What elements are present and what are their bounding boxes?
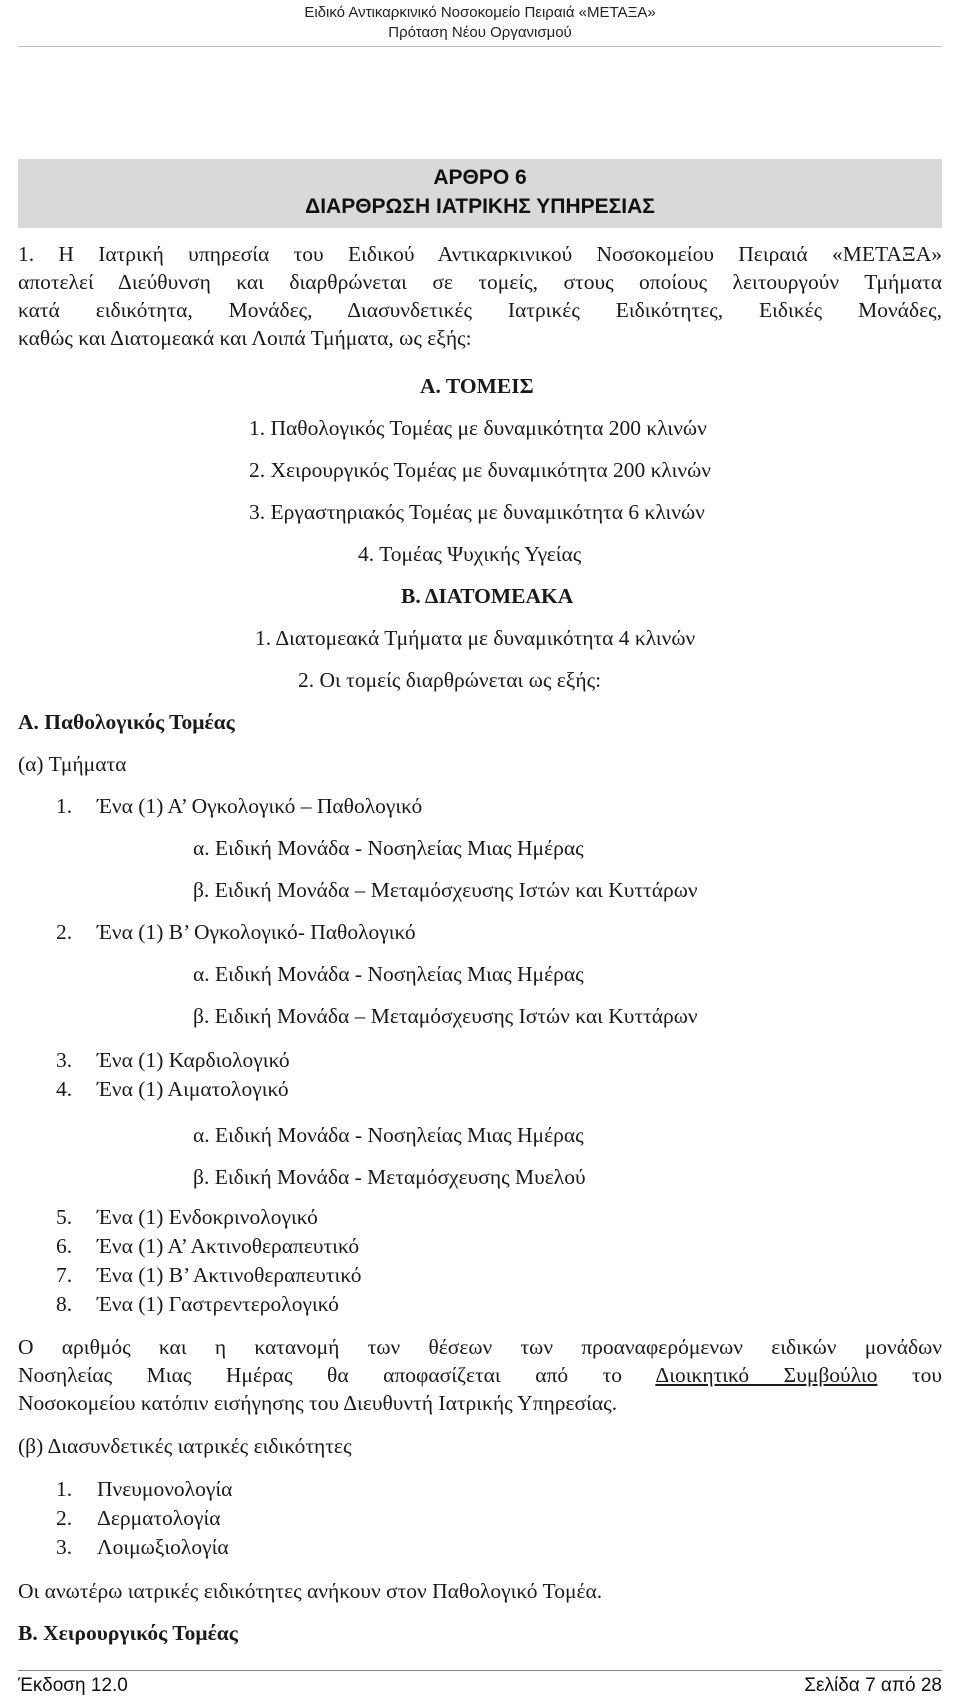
dept-number: 5. — [56, 1205, 73, 1229]
special-unit: β. Ειδική Μονάδα - Μεταμόσχευσης Μυελού — [193, 1165, 586, 1189]
dept-name: Ένα (1) Αιματολογικό — [97, 1077, 289, 1101]
liaison-name: Λοιμωξιολογία — [97, 1535, 229, 1559]
dept-name: Ένα (1) Β’ Ακτινοθεραπευτικό — [97, 1263, 362, 1287]
liaison-name: Πνευμονολογία — [97, 1477, 233, 1501]
dept-number: 2. — [56, 920, 73, 944]
footer-rule — [18, 1670, 942, 1671]
header-hospital: Ειδικό Αντικαρκινικό Νοσοκομείο Πειραιά «ΜΕΤΑΞΑ» — [304, 4, 656, 21]
tomeis-item: 4. Τομέας Ψυχικής Υγείας — [358, 542, 582, 566]
liaison-heading: (β) Διασυνδετικές ιατρικές ειδικότητες — [18, 1434, 352, 1458]
special-unit: β. Ειδική Μονάδα – Μεταμόσχευσης Ιστών και Κυττάρων — [193, 878, 698, 902]
dept-name: Ένα (1) Α’ Ακτινοθεραπευτικό — [97, 1234, 360, 1258]
liaison-number: 1. — [56, 1477, 73, 1501]
note-line-1: Ο αριθμός και η κατανομή των θέσεων των προαναφερόμενων ειδικών μονάδων — [18, 1335, 942, 1359]
tomeis-item: 2. Χειρουργικός Τομέας με δυναμικότητα 200 κλινών — [249, 458, 711, 482]
liaison-name: Δερματολογία — [97, 1506, 221, 1530]
dept-name: Ένα (1) Ενδοκρινολογικό — [97, 1205, 318, 1229]
liaison-number: 2. — [56, 1506, 73, 1530]
underlined-phrase: Διοικητικό Συμβούλιο — [655, 1363, 878, 1387]
intro-line-2: αποτελεί Διεύθυνση και διαρθρώνεται σε τομείς, στους οποίους λειτουργούν Τμήματα — [18, 270, 942, 294]
intro-line-3: κατά ειδικότητα, Μονάδες, Διασυνδετικές Ιατρικές Ειδικότητες, Ειδικές Μονάδες, — [18, 298, 942, 322]
dept-number: 3. — [56, 1048, 73, 1072]
header-subtitle: Πρόταση Νέου Οργανισμού — [388, 24, 572, 41]
diatomeaka-heading: Β. ΔΙΑΤΟΜΕΑΚΑ — [401, 584, 574, 608]
note-line-2: Νοσηλείας Μιας Ημέρας θα αποφασίζεται από το Διοικητικό Συμβούλιο του — [18, 1363, 942, 1387]
intro-line-1: 1. Η Ιατρική υπηρεσία του Ειδικού Αντικαρκινικού Νοσοκομείου Πειραιά «ΜΕΤΑΞΑ» — [18, 242, 942, 266]
intro-line-4: καθώς και Διατομεακά και Λοιπά Τμήματα, ως εξής: — [18, 326, 472, 350]
tomeis-item: 3. Εργαστηριακός Τομέας με δυναμικότητα 6 κλινών — [249, 500, 705, 524]
special-unit: β. Ειδική Μονάδα – Μεταμόσχευσης Ιστών και Κυττάρων — [193, 1004, 698, 1028]
dept-name: Ένα (1) Β’ Ογκολογικό- Παθολογικό — [97, 920, 416, 944]
diatomeaka-item: 1. Διατομεακά Τμήματα με δυναμικότητα 4 κλινών — [255, 626, 696, 650]
dept-name: Ένα (1) Καρδιολογικό — [97, 1048, 290, 1072]
dept-name: Ένα (1) Α’ Ογκολογικό – Παθολογικό — [97, 794, 423, 818]
diatomeaka-item: 2. Οι τομείς διαρθρώνεται ως εξής: — [298, 668, 602, 692]
footer-edition: Έκδοση 12.0 — [18, 1675, 128, 1696]
note-line-3: Νοσοκομείου κατόπιν εισήγησης του Διευθυντή Ιατρικής Υπηρεσίας. — [18, 1391, 618, 1415]
next-section-heading: Β. Χειρουργικός Τομέας — [18, 1621, 238, 1645]
tomeis-heading: Α. ΤΟΜΕΙΣ — [420, 374, 534, 398]
dept-number: 6. — [56, 1234, 73, 1258]
liaison-number: 3. — [56, 1535, 73, 1559]
closing-sentence: Οι ανωτέρω ιατρικές ειδικότητες ανήκουν στον Παθολογικό Τομέα. — [18, 1579, 603, 1603]
special-unit: α. Ειδική Μονάδα - Νοσηλείας Μιας Ημέρας — [193, 962, 584, 986]
footer-page-number: Σελίδα 7 από 28 — [804, 1675, 942, 1696]
article-title-band — [18, 159, 942, 228]
special-unit: α. Ειδική Μονάδα - Νοσηλείας Μιας Ημέρας — [193, 1123, 584, 1147]
dept-number: 4. — [56, 1077, 73, 1101]
tomeis-item: 1. Παθολογικός Τομέας με δυναμικότητα 200 κλινών — [249, 416, 707, 440]
special-unit: α. Ειδική Μονάδα - Νοσηλείας Μιας Ημέρας — [193, 836, 584, 860]
dept-name: Ένα (1) Γαστρεντερολογικό — [97, 1292, 339, 1316]
pathologikos-heading: Α. Παθολογικός Τομέας — [18, 710, 235, 734]
article-title: ΔΙΑΡΘΡΩΣΗ ΙΑΤΡΙΚΗΣ ΥΠΗΡΕΣΙΑΣ — [305, 195, 655, 218]
header-rule — [18, 46, 942, 47]
dept-number: 8. — [56, 1292, 73, 1316]
departments-subheading: (α) Τμήματα — [18, 752, 127, 776]
dept-number: 7. — [56, 1263, 73, 1287]
article-number: ΑΡΘΡΟ 6 — [433, 166, 527, 189]
dept-number: 1. — [56, 794, 73, 818]
